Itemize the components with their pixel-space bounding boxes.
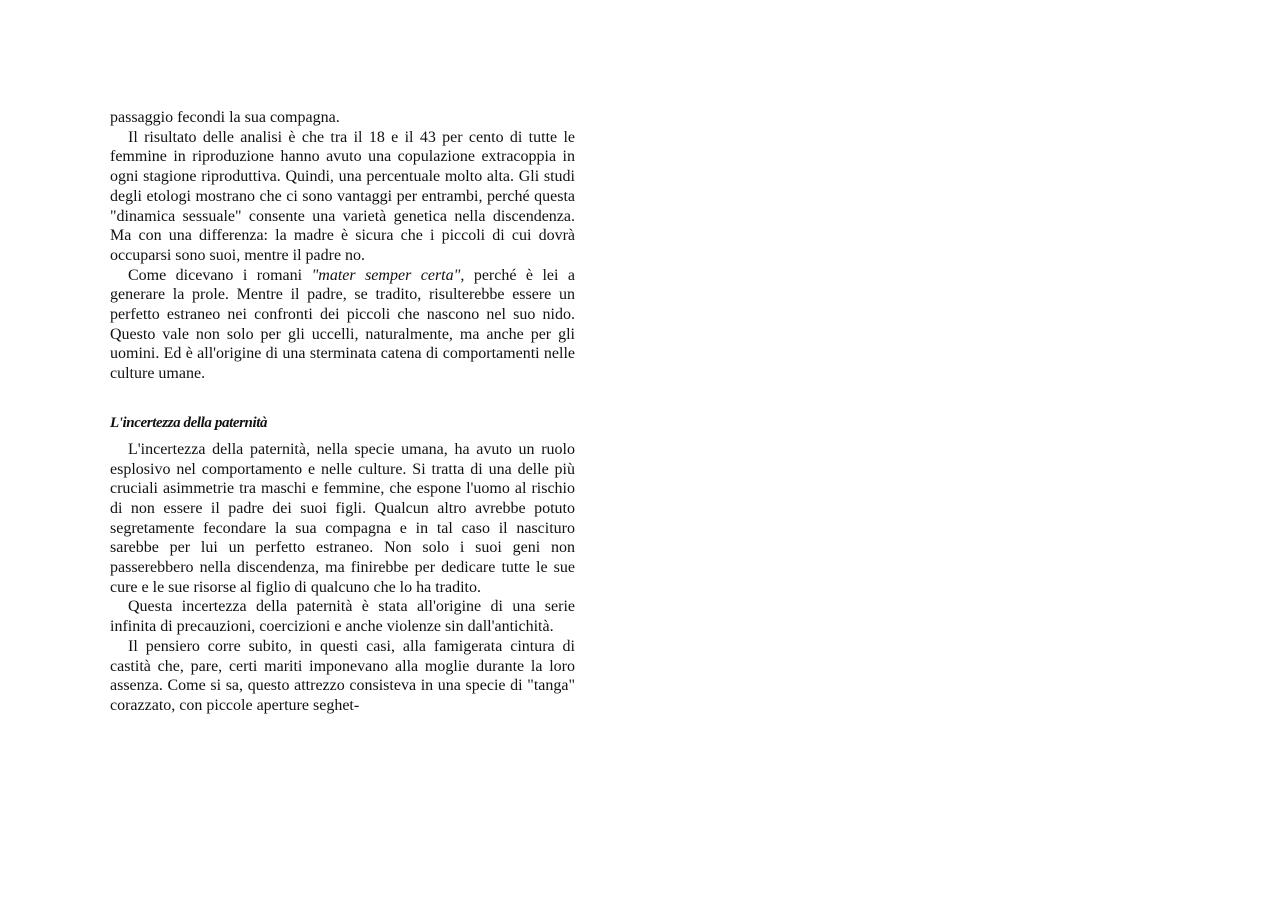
paragraph-mater-semper-certa	[110, 266, 575, 384]
paragraph-precauzioni: Questa incertezza della paternità è stata all'origine di una serie infinita di precauzioni, coercizioni e anche violenze sin dall'antichità.	[110, 598, 575, 636]
intro-line: passaggio fecondi la sua compagna.	[110, 109, 340, 126]
paragraph-incertezza: L'incertezza della paternità, nella specie umana, ha avuto un ruolo esplosivo nel comportamento e nelle culture. Si tratta di una delle più cruciali asimmetrie tra maschi e femmine, che espone l'uomo al rischio di non essere il padre dei suoi figli. Qualcun altro avrebbe potuto segretamente fecondare la sua compagna e in tal caso il nascituro sarebbe per lui un perfetto estraneo. Non solo i suoi geni non passerebbero nella discendenza, ma finirebbe per dedicare tutte le sue cure e le sue risorse al figlio di qualcuno che lo ha tradito.	[110, 440, 575, 596]
latin-quote: "mater semper certa",	[311, 266, 465, 284]
paragraph-mater-text-end: perché è lei a generare la prole. Mentre il padre, se tradito, risulterebbe essere un perfetto estraneo nei confronti dei piccoli che nascono nel suo nido. Questo vale non solo per gli uccelli, naturalmente, ma anche per gli uomini. Ed è all'origine di una sterminata catena di comportamenti nelle culture umane.	[110, 266, 576, 383]
text-column	[110, 108, 575, 716]
section-heading: L'incertezza della paternità	[110, 414, 268, 431]
paragraph-mater-text-start: Come dicevano i romani	[128, 266, 312, 284]
paragraph-cintura: Il pensiero corre subito, in questi casi, alla famigerata cintura di castità che, pare, certi mariti imponevano alla moglie durante la loro assenza. Come si sa, questo attrezzo consisteva in una specie di "tanga" corazzato, con piccole aperture seghet-	[110, 637, 575, 714]
paragraph-analysis: Il risultato delle analisi è che tra il 18 e il 43 per cento di tutte le femmine in riproduzione hanno avuto una copulazione extracoppia in ogni stagione riproduttiva. Quindi, una percentuale molto alta. Gli studi degli etologi mostrano che ci sono vantaggi per entrambi, perché questa "dinamica sessuale" consente una varietà genetica nella discendenza. Ma con una differenza: la madre è sicura che i piccoli di cui dovrà occuparsi sono suoi, mentre il padre no.	[110, 128, 575, 264]
